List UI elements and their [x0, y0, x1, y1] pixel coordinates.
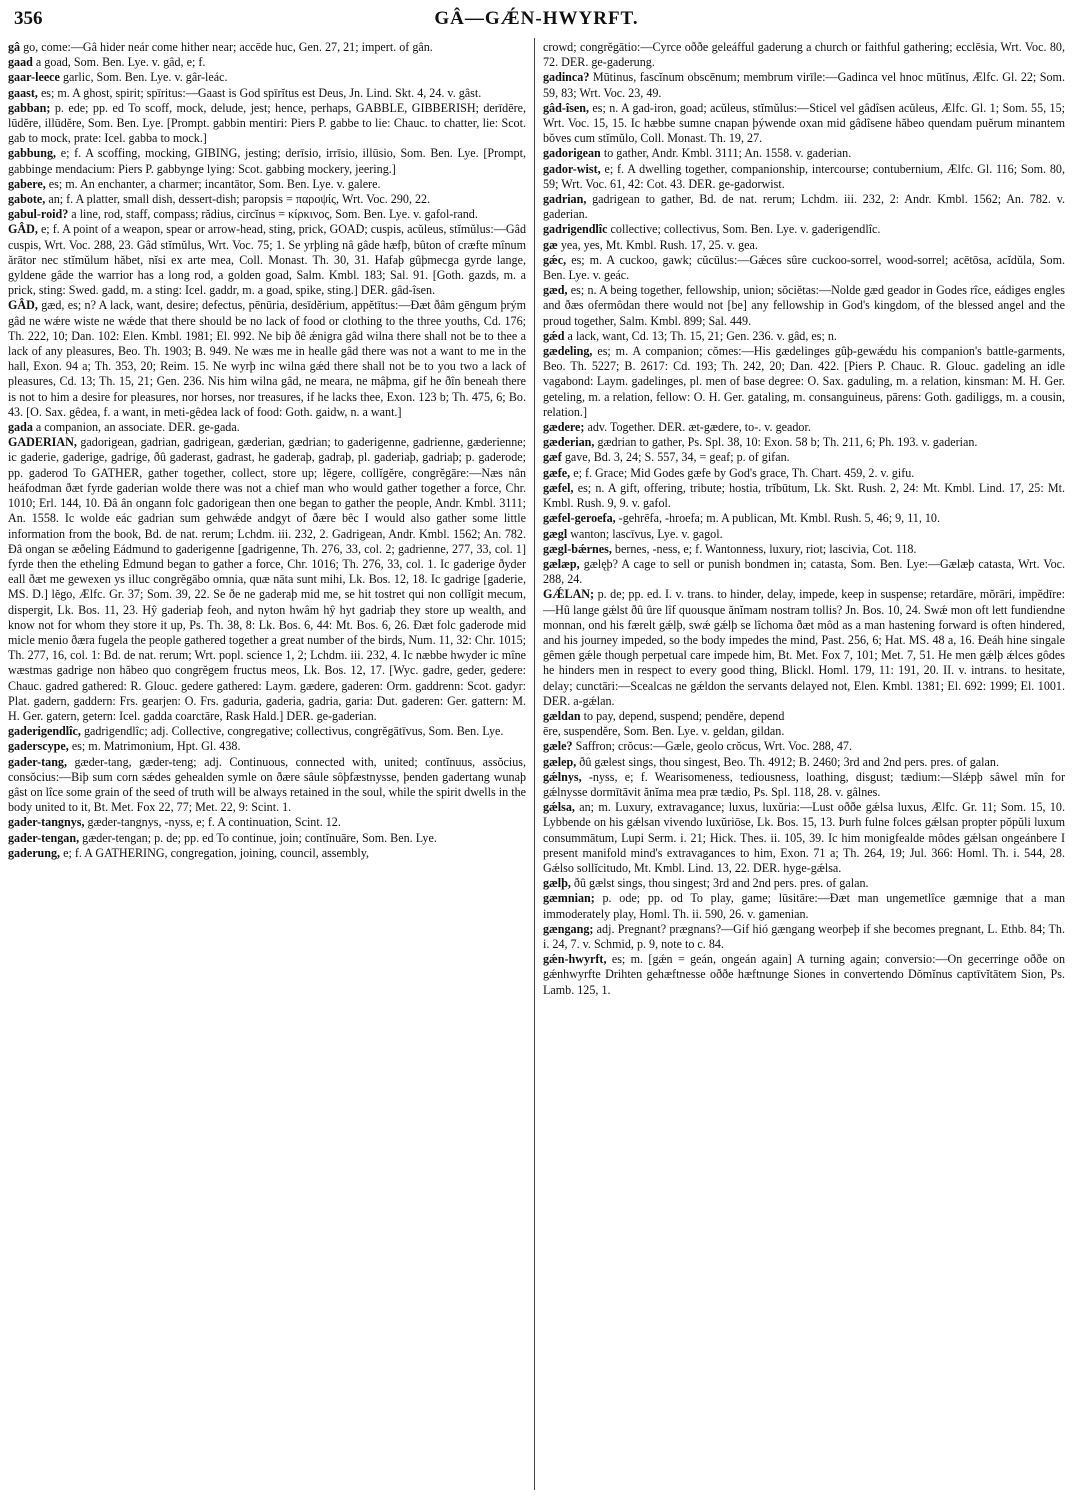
entry-definition: ðû gælst sings, thou singest; 3rd and 2nd pers. pres. of galan.: [573, 876, 869, 891]
entry-headword: gadrian,: [543, 192, 587, 207]
entry-headword: gador-wist,: [543, 161, 601, 176]
entry-definition: go, come:—Gâ hider neár come hither near; accēde huc, Gen. 27, 21; impert. of gân.: [23, 40, 433, 54]
entry-headword: gædeling,: [543, 344, 593, 359]
dictionary-entry: [543, 587, 1065, 709]
dictionary-entry: [543, 724, 1065, 739]
entry-definition: a goad, Som. Ben. Lye. v. gâd, e; f.: [35, 55, 206, 70]
dictionary-entry: [543, 709, 1065, 724]
entry-definition: an; f. A platter, small dish, dessert-dish; paropsis = παροψίς, Wrt. Voc. 290, 22.: [48, 192, 431, 207]
dictionary-entry: [543, 435, 1065, 450]
entry-headword: gǽn-hwyrft,: [543, 952, 607, 967]
entry-definition: adv. Together. DER. æt-gædere, to-. v. geador.: [587, 420, 811, 435]
dictionary-entry: [543, 238, 1065, 253]
entry-headword: gædere;: [543, 420, 585, 435]
entry-headword: gæd,: [543, 283, 568, 298]
entry-definition: p. ode; pp. od To play, game; lūsitāre:—Ðæt man ungemetlîce gæmnige that a man immoderately play, Homl. Th. ii. 590, 26. v. gamenian.: [543, 891, 1065, 921]
entry-definition: gæder-tangnys, -nyss, e; f. A continuation, Scint. 12.: [87, 815, 341, 830]
dictionary-entry: [8, 755, 526, 816]
dictionary-entry: [543, 481, 1065, 511]
dictionary-entry: [543, 222, 1065, 237]
entry-headword: gæmnian;: [543, 891, 595, 906]
dictionary-entry: [543, 101, 1065, 147]
dictionary-entry: [543, 876, 1065, 891]
dictionary-entry: [543, 527, 1065, 542]
dictionary-entry: [8, 55, 526, 70]
entry-headword: GǼLAN;: [543, 587, 595, 602]
entry-headword: gægl-bǽrnes,: [543, 541, 612, 556]
dictionary-entry: [8, 298, 526, 420]
entry-headword: gaast,: [8, 85, 38, 100]
entry-headword: gælæp,: [543, 556, 580, 571]
dictionary-entry: [8, 724, 526, 739]
entry-definition: gave, Bd. 3, 24; S. 557, 34, = geaf; p. of gifan.: [564, 450, 790, 465]
dictionary-entry: [543, 146, 1065, 161]
dictionary-entry: [8, 146, 526, 176]
entry-definition: es; m. An enchanter, a charmer; incantātor, Som. Ben. Lye. v. galere.: [48, 176, 381, 191]
entry-definition: gælęþ? A cage to sell or punish bondmen in; catasta, Som. Ben. Lye:—Gælæþ catasta, Wrt. Voc. 288, 24.: [543, 556, 1065, 587]
entry-headword: gader-tang,: [8, 754, 68, 769]
dictionary-entry: [543, 770, 1065, 800]
entry-definition: bernes, -ness, e; f. Wantonness, luxury, riot; lascivia, Cot. 118.: [614, 541, 917, 556]
entry-definition: an; m. Luxury, extravagance; luxus, luxŭria:—Lust oððe gǽlsa luxus, Ælfc. Gr. 11; Som. 15, 10. Lybbende on his gǽlsan vivendo luxŭriōse, Lk. Bos. 15, 13. Þurh fulne folces gǽlsan propter pŏpŭli luxum consummātum, Lupi Serm. i. 21; Hick. Thes. ii. 105, 39. Ic him monigfealde môdes gǽlsan ongeánbere I present manifold mind's extravagances to him, Exon. 71 a; Th. 264, 19; Jul. 366: Homl. Th. i. 544, 28. Gǽlso sollĭcitudo, Mt. Kmbl. Lind. 13, 22. DER. hyge-gǽlsa.: [543, 800, 1065, 875]
entry-headword: gæ: [543, 237, 558, 252]
entry-headword: gǽc,: [543, 252, 567, 267]
entry-headword: gæderian,: [543, 435, 595, 450]
dictionary-entry: [8, 101, 526, 147]
entry-definition: gæd, es; n? A lack, want, desire; defectus, pēnūria, desīdĕrium, appĕtītus:—Ðæt ðâm gēngum þrým gâd ne wǽre wiste ne wǽde that there should be no lack of food or clothing to the three youths, Cd. 176; Th. 222, 10; Dan. 102: Elen. Kmbl. 1981; El. 992. Ne biþ ðê ǽnigra gâd wilna there shall not be to thee a lack of any pleasures, Beo. Th. 1903; B. 949. Ne wæs me in healle gâd there was not a want to me in the hall, Exon. 94 a; Th. 353, 20; Reim. 15. Ne wyrþ inc wilna gǽd there shall not be to you two a lack of pleasures, Cd. 13; Th. 15, 21; Gen. 236. Nis him wilna gâd, ne meara, ne mâþma, gif he ðîn beneah there is not to him a desire for pleasures, nor horses, nor treasures, if he lacks thee, Exon. 123 b; Th. 475, 6; Bo. 43. [O. Sax. gêdea, f. a want, in meti-gêdea lack of food: Goth. gaidw, n. a want.]: [8, 298, 526, 419]
entry-definition: -nyss, e; f. Wearisomeness, tediousness, loathing, disgust; tædium:—Slǽpþ sâwel mîn for gǽlnysse dormītāvit ănĭma mea præ tædio, Ps. Spl. 118, 28. v. gâlnes.: [543, 769, 1065, 799]
entry-definition: crowd; congrĕgātio:—Cyrce oððe geleáfful gaderung a church or faithful gathering; ecclēsia, Wrt. Voc. 80, 72. DER. ge-gaderung.: [543, 40, 1065, 70]
dictionary-entry: [543, 420, 1065, 435]
entry-headword: gaderung,: [8, 845, 61, 860]
entry-definition: to gather, Andr. Kmbl. 3111; An. 1558. v. gaderian.: [603, 146, 852, 161]
entry-definition: es; m. Matrimonium, Hpt. Gl. 438.: [71, 739, 241, 754]
entry-definition: es; m. [gǽn = geán, ongeán again] A turning again; conversio:—On gecerringe oððe on gǽnhwyrfte Drihten gehæftnesse oððe hæftnunge Siones in convertendo Dŏmĭnus captīvĭtātem Sion, Ps. Lamb. 125, 1.: [543, 952, 1065, 997]
entry-headword: gabban;: [8, 100, 51, 115]
entry-definition: gadorigean, gadrian, gadrigean, gæderian, gædrian; to gaderigenne, gadrienne, gæderienne; ic gaderie, gaderige, gadrige, ðû gaderast, gadrast, he gaderaþ, gadraþ, pl. gaderiaþ, gadriaþ; p. gaderode; pp. gaderod To GATHER, gather together, collect, store up; lĕgere, collĭgĕre, congrĕgāre:—Næs nân heáfodman ðæt fyrde gaderian wolde there was not a chief man who would gather together a force, Chr. 1010; Erl. 144, 10. Ðâ ân ongann folc gadorigean then one began to gather the people, Andr. Kmbl. 3111; An. 1558. Ic wolde eác gadrian sum gehwǽde andgyt of ðære bêc I would also gather some little information from the book, Bd. de nat. rerum; Lchdm. iii. 232, 2. Gadrigean, Andr. Kmbl. 1562; An. 782. Ðâ ongan se æðeling Eádmund to gaderigenne [gadrigenne, Th. 276, 33, col. 2; gadrienne, 277, 33, col. 1] fyrde then the etheling Edmund began to gather a force, Chr. 1016; Th. 276, 33, col. 1. Ic gaderige ðyder eall ðæt me gewexen ys illuc congrĕgābo omnia, quæ nāta sunt mihi, Lk. Bos. 12, 18. Ic gadrige [gaderie, MS. D.] lĕgo, Ælfc. Gr. 37; Som. 39, 22. Se ðe ne gaderaþ mid me, se hit tostret qui non collĭgit mecum, dispergit, Lk. Bos. 11, 23. Hŷ gaderiaþ feoh, and nyton hwâm hŷ hyt gadriaþ they store up wealth, and know not for whom they store it up, Ps. Th. 38, 8: Lk. Bos. 6, 44: Mt. Bos. 6, 26. Ðæt folc gaderode mid micle menio ðæra fugela the people gathered together a great number of the birds, Num. 11, 32: Chr. 1015; Th. 277, 16, col. 1: Bd. de nat. rerum; Wrt. popl. science 1, 2; Lchdm. iii. 232, 4. Ic næbbe hwyder ic mîne wæstmas gadrige non hăbeo quo congrĕgem fructus meos, Lk. Bos. 12, 17. [Wyc. gadre, geder, gedere: Chauc. gadred gathered: R. Glouc. gedere gathered: Laym. gædere, gaderen: Orm. gaddrenn: Scot. gadyr: Plat. gadern, gaddern: Frs. gearjen: O. Frs. gaduria, gaderia, gadria, garia: Dut. gaderen: Ger. gattern: M. H. Ger. gatern, getern: Icel. gadda coarctāre, Rask Hald.] DER. ge-gaderian.: [8, 435, 526, 723]
dictionary-entry: [8, 177, 526, 192]
dictionary-entry: [543, 739, 1065, 754]
entry-headword: gælep,: [543, 754, 577, 769]
entry-definition: p. de; pp. ed. I. v. trans. to hinder, delay, impede, keep in suspense; retardāre, mŏrāri, impĕdīre:—Hû lange gǽlst ðû ûre lîf quousque ănĭmam nostram tollis? Jn. Bos. 10, 24. Swǽ mon oft lett fundiendne monnan, ond his færelt gǽlþ, swǽ gǽlþ se lîchoma ðæt môd as a man hastening forward is often hindered, and his journey impeded, so the body impedes the mind, Past. 256, 6; Hat. MS. 48 a, 16. Ðeáh hine singale gêmen gǽle though perpetual care impede him, Bt. Met. Fox 7, 101; Met. 7, 51. He men gǽlþ ǽlces gôdes he hinders men in respect to every good thing, Blickl. Homl. 179, 11: 191, 20. II. v. intrans. to hesitate, delay; cunctāri:—Scealcas ne gǽldon the servants delayed not, Elen. Kmbl. 1381; El. 692: 1999; El. 1001. DER. a-gǽlan.: [543, 587, 1065, 708]
entry-definition: ēre, suspendĕre, Som. Ben. Lye. v. geldan, gildan.: [543, 724, 785, 739]
dictionary-entry: [543, 450, 1065, 465]
entry-headword: gǽlnys,: [543, 769, 582, 784]
dictionary-entry: [543, 162, 1065, 192]
entry-definition: p. ede; pp. ed To scoff, mock, delude, jest; hence, perhaps, GABBLE, GIBBERISH; derīdēre, lūdĕre, illūdĕre, Som. Ben. Lye. [Prompt. gabbin mentiri: Piers P. gabbe to lie: Chauc. to chatter, lie: Scot. gab to mock, prate: Icel. gabba to mock.]: [8, 100, 526, 146]
entry-definition: gæder-tengan; p. de; pp. ed To continue, join; contĭnuāre, Som. Ben. Lye.: [82, 830, 437, 845]
dictionary-entry: [8, 207, 526, 222]
entry-headword: gabul-roid?: [8, 207, 69, 222]
entry-headword: gǽd: [543, 328, 565, 343]
entry-headword: gâ: [8, 40, 21, 54]
dictionary-entry: [543, 329, 1065, 344]
entry-headword: gælþ,: [543, 876, 571, 891]
entry-headword: gadinca?: [543, 70, 590, 85]
left-column: [8, 40, 526, 1492]
entry-headword: GÂD,: [8, 298, 38, 313]
entry-definition: es; m. A ghost, spirit; spīritus:—Gaast is God spīrĭtus est Deus, Jn. Lind. Skt. 4, 24. v. gâst.: [40, 85, 482, 100]
entry-definition: -gehrēfa, -hroefa; m. A publican, Mt. Kmbl. Rush. 5, 46; 9, 11, 10.: [618, 511, 940, 526]
entry-headword: gægl: [543, 526, 568, 541]
entry-headword: gængang;: [543, 921, 594, 936]
entry-definition: gæder-tang, gæder-teng; adj. Continuous, connected with, united; contĭnuus, assŏcius, consŏcius:—Biþ sum corn sǽdes gehealden symle on ðære sâule sôþfæstnysse, þenden gadertang wunaþ gâst on lîce some grain of the seed of truth will be always retained in the soul, while the spirit dwells in the body united to it, Bt. Met. Fox 22, 77; Met. 22, 9: Scint. 1.: [8, 754, 526, 815]
entry-definition: e; f. A scoffing, mocking, GIBING, jesting; derīsio, irrīsio, illūsio, Som. Ben. Lye. [Prompt, gabbinge mendacium: Piers P. gabbynge lying: Scot. gabbing mockery, jeering.]: [8, 146, 526, 176]
entry-definition: a line, rod, staff, compass; rădius, circĭnus = κίρκινος, Som. Ben. Lye. v. gafol-rand.: [71, 207, 478, 222]
dictionary-entry: [8, 846, 526, 861]
entry-definition: es; n. A gift, offering, tribute; hostia, trĭbūtum, Lk. Skt. Rush. 2, 24: Mt. Kmbl. Lind. 17, 25: Mt. Kmbl. Rush. 9, 9. v. gafol.: [543, 480, 1065, 511]
entry-headword: gældan: [543, 708, 581, 723]
entry-definition: gædrian to gather, Ps. Spl. 38, 10: Exon. 58 b; Th. 211, 6; Ph. 193. v. gaderian.: [597, 435, 978, 450]
right-column: [543, 40, 1065, 1492]
entry-definition: a lack, want, Cd. 13; Th. 15, 21; Gen. 236. v. gâd, es; n.: [567, 328, 837, 343]
entry-definition: a companion, an associate. DER. ge-gada.: [35, 420, 240, 435]
entry-headword: GÂD,: [8, 222, 38, 237]
dictionary-entry: [543, 542, 1065, 557]
entry-headword: gæfel-geroefa,: [543, 511, 616, 526]
dictionary-entry: [8, 86, 526, 101]
dictionary-entry: [543, 557, 1065, 587]
entry-definition: garlic, Som. Ben. Lye. v. gâr-leác.: [62, 70, 228, 85]
entry-definition: yea, yes, Mt. Kmbl. Rush. 17, 25. v. gea.: [560, 237, 758, 252]
entry-definition: es; m. A companion; cŏmes:—His gædelinges gûþ-gewǽdu his companion's battle-garments, Beo. Th. 5227; B. 2617: Cd. 193; Th. 242, 20; Dan. 422. [Piers P. Chauc. R. Glouc. gadeling an idle vagabond: Laym. gadelinges, pl. men of base degree: O. Sax. gaduling, m. a relation, kinsman: M. H. Ger. geteling, m. a relation, fellow: O. H. Ger. gataling, m. consanguineus, pārens: Goth. gadiliggs, m. a cousin, relation.]: [543, 344, 1065, 419]
entry-headword: gadorigean: [543, 146, 601, 161]
entry-headword: gaad: [8, 55, 33, 70]
page-number: 356: [14, 8, 43, 29]
entry-headword: gada: [8, 420, 33, 435]
entry-definition: Mūtinus, fascĭnum obscēnum; membrum virīle:—Gadinca vel hnoc mūtĭnus, Ælfc. Gl. 22; Som. 59, 83; Wrt. Voc. 23, 49.: [543, 70, 1065, 100]
entry-headword: gæf: [543, 450, 562, 465]
dictionary-entry: [8, 435, 526, 724]
dictionary-entry: [543, 952, 1065, 998]
dictionary-entry: [543, 800, 1065, 876]
entry-headword: gæle?: [543, 739, 573, 754]
entry-headword: gabote,: [8, 192, 46, 207]
entry-headword: gǽlsa,: [543, 800, 575, 815]
dictionary-entry: [543, 755, 1065, 770]
entry-definition: e; f. A point of a weapon, spear or arrow-head, sting, prick, GOAD; cuspis, acŭleus, stĭmŭlus:—Gâd cuspis, Wrt. Voc. 288, 23. Gâd stĭmŭlus, Wrt. Voc. 75; 1. Se yrþling nâ gâde hæfþ, bûton of cræfte mînum ărātor nec stĭmŭlum hăbet, nĭsi ex arte mea, Coll. Monast. Th. 30, 31. Hafaþ gûþmecga gyrde lange, gyldene gâde the warrior has a long rod, a golden goad, Salm. Kmbl. 183; Sal. 91. [Goth. gazds, m. a prick, sting: Swed. gadd, m. a sting: Icel. gaddr, m. a goad, spike, sting.] DER. gâd-îsen.: [8, 222, 526, 298]
dictionary-entry: [8, 192, 526, 207]
entry-definition: gadrigean to gather, Bd. de nat. rerum; Lchdm. iii. 232, 2: Andr. Kmbl. 1562; An. 782. v. gaderian.: [543, 192, 1065, 222]
dictionary-entry: [8, 70, 526, 85]
dictionary-entry: [543, 922, 1065, 952]
entry-definition: ðû gælest sings, thou singest, Beo. Th. 4912; B. 2460; 3rd and 2nd pers. pres. of galan.: [579, 754, 999, 769]
dictionary-entry: [8, 831, 526, 846]
dictionary-entry: [8, 815, 526, 830]
column-divider: [534, 38, 535, 1490]
dictionary-entry: [8, 739, 526, 754]
dictionary-entry: [543, 283, 1065, 329]
entry-headword: gæfel,: [543, 480, 574, 495]
entry-headword: gæfe,: [543, 465, 571, 480]
entry-headword: gader-tangnys,: [8, 815, 85, 830]
dictionary-entry: [8, 40, 526, 55]
entry-definition: e; f. Grace; Mid Godes gæfe by God's grace, Th. Chart. 459, 2. v. gifu.: [573, 465, 915, 480]
dictionary-entry: [543, 466, 1065, 481]
entry-definition: adj. Pregnant? prægnans?—Gif hió gængang weorþeþ if she becomes pregnant, L. Ethb. 84; Th. i. 24, 7. v. Schmid, p. 9, note to c. 84.: [543, 921, 1065, 951]
dictionary-entry: [543, 192, 1065, 222]
entry-headword: gaderscype,: [8, 739, 69, 754]
dictionary-entry: [543, 70, 1065, 100]
entry-definition: e; f. A dwelling together, companionship, intercourse; contubernium, Ælfc. Gl. 116; Som. 80, 59; Wrt. Voc. 61, 42: Cot. 43. DER. ge-gadorwist.: [543, 161, 1065, 191]
dictionary-entry: [543, 344, 1065, 420]
entry-definition: to pay, depend, suspend; pendĕre, depend: [583, 708, 785, 723]
entry-definition: Saffron; crŏcus:—Gæle, geolo crŏcus, Wrt. Voc. 288, 47.: [575, 739, 852, 754]
entry-headword: gader-tengan,: [8, 830, 80, 845]
entry-definition: e; f. A GATHERING, congregation, joining, council, assembly,: [63, 845, 369, 860]
entry-definition: es; n. A gad-iron, goad; acŭleus, stĭmŭlus:—Sticel vel gâdîsen acŭleus, Ælfc. Gl. 1; Som. 55, 15; Wrt. Voc. 15, 15. Ic hæbbe sumne cnapan þýwende oxan mid gâdîsene hăbeo quendam puĕrum minantem bŏves cum stĭmŭlo, Coll. Monast. Th. 19, 27.: [543, 100, 1065, 146]
dictionary-entry: [543, 253, 1065, 283]
entry-headword: gâd-îsen,: [543, 100, 590, 115]
entry-headword: gabbung,: [8, 146, 57, 161]
dictionary-entry: [8, 222, 526, 298]
entry-definition: wanton; lascīvus, Lye. v. gagol.: [570, 526, 723, 541]
entry-headword: gadrigendlîc: [543, 222, 608, 237]
entry-headword: GADERIAN,: [8, 435, 77, 450]
entry-definition: es; n. A being together, fellowship, union; sŏciĕtas:—Nolde gæd geador in Godes rîce, eádiges engles and ðæs ofermôdan there would not [be] any fellowship in God's kingdom, of the blessed angel and the proud together, Salm. Kmbl. 899; Sal. 449.: [543, 283, 1065, 328]
entry-definition: collective; collectivus, Som. Ben. Lye. v. gaderigendlîc.: [610, 222, 881, 237]
page-header: [14, 8, 1059, 34]
entry-headword: gabere,: [8, 176, 46, 191]
entry-definition: gadrigendlîc; adj. Collective, congregative; collectivus, congrĕgātīvus, Som. Ben. Lye.: [83, 724, 504, 739]
running-head: GÂ—GǼN-HWYRFT.: [434, 8, 639, 29]
dictionary-entry: [543, 511, 1065, 526]
dictionary-entry: [8, 420, 526, 435]
entry-headword: gaar-leece: [8, 70, 60, 85]
dictionary-entry: [543, 40, 1065, 70]
entry-definition: es; m. A cuckoo, gawk; cŭcūlus:—Gǽces sûre cuckoo-sorrel, wood-sorrel; acētōsa, acĭdŭla, Som. Ben. Lye. v. geác.: [543, 252, 1065, 283]
dictionary-entry: [543, 891, 1065, 921]
entry-headword: gaderigendlîc,: [8, 724, 81, 739]
